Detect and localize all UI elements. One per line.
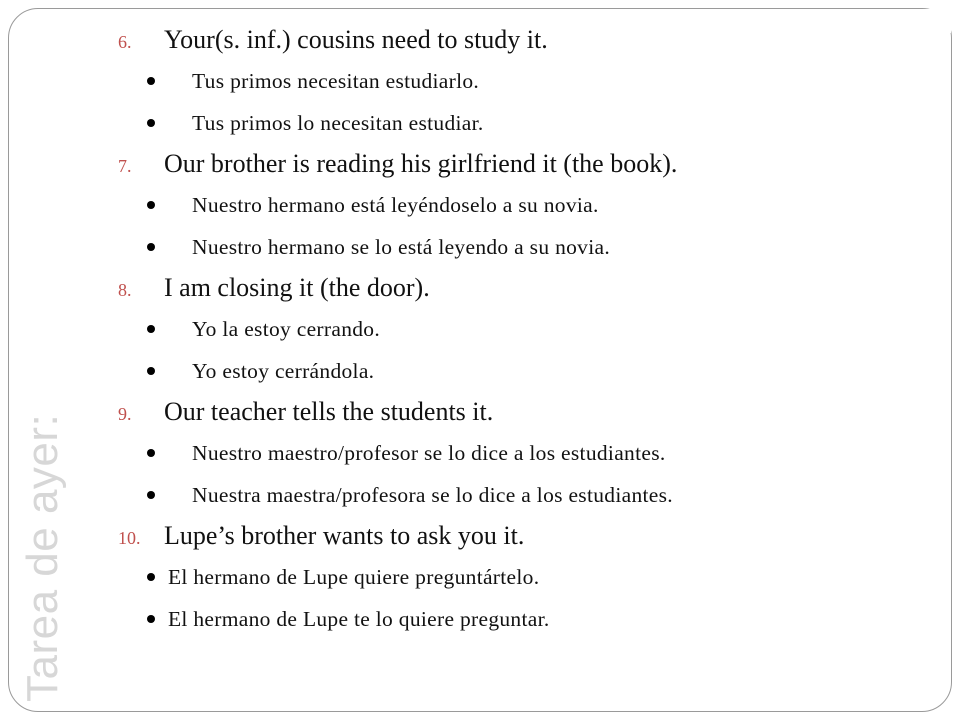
answer-8a	[118, 308, 938, 350]
question-8	[118, 268, 938, 308]
question-10	[118, 516, 938, 556]
answer-8b	[118, 350, 938, 392]
answer-9b	[118, 474, 938, 516]
question-number: 6.	[118, 32, 132, 52]
bullet-icon	[147, 77, 155, 85]
bullet-icon	[147, 201, 155, 209]
bullet-icon	[147, 325, 155, 333]
bullet-icon	[147, 573, 155, 581]
answer-text: El hermano de Lupe quiere preguntártelo.	[168, 565, 540, 589]
slide-content	[118, 20, 938, 640]
answer-text: Tus primos lo necesitan estudiar.	[192, 111, 484, 135]
bullet-icon	[147, 119, 155, 127]
answer-text: Nuestra maestra/profesora se lo dice a los estudiantes.	[192, 483, 673, 507]
question-7	[118, 144, 938, 184]
bullet-icon	[147, 615, 155, 623]
question-text: Lupe’s brother wants to ask you it.	[164, 521, 525, 550]
question-number: 7.	[118, 156, 132, 176]
answer-text: Nuestro hermano se lo está leyendo a su novia.	[192, 235, 611, 259]
answer-text: Tus primos necesitan estudiarlo.	[192, 69, 480, 93]
bullet-icon	[147, 243, 155, 251]
question-number: 10.	[118, 528, 141, 548]
answer-text: Yo estoy cerrándola.	[192, 359, 375, 383]
bullet-icon	[147, 449, 155, 457]
question-6	[118, 20, 938, 60]
answer-7b	[118, 226, 938, 268]
answer-10b	[118, 598, 938, 640]
bullet-icon	[147, 367, 155, 375]
answer-text: Nuestro maestro/profesor se lo dice a los estudiantes.	[192, 441, 666, 465]
answer-6a	[118, 60, 938, 102]
question-number: 9.	[118, 404, 132, 424]
question-text: Our brother is reading his girlfriend it (the book).	[164, 149, 678, 178]
answer-7a	[118, 184, 938, 226]
question-text: Our teacher tells the students it.	[164, 397, 494, 426]
question-9	[118, 392, 938, 432]
answer-text: Nuestro hermano está leyéndoselo a su novia.	[192, 193, 599, 217]
question-number: 8.	[118, 280, 132, 300]
answer-6b	[118, 102, 938, 144]
slide-title: Tarea de ayer:	[18, 413, 67, 702]
answer-10a	[118, 556, 938, 598]
answer-9a	[118, 432, 938, 474]
question-text: I am closing it (the door).	[164, 273, 430, 302]
bullet-icon	[147, 491, 155, 499]
answer-text: El hermano de Lupe te lo quiere preguntar.	[168, 607, 550, 631]
answer-text: Yo la estoy cerrando.	[192, 317, 381, 341]
question-text: Your(s. inf.) cousins need to study it.	[164, 25, 548, 54]
